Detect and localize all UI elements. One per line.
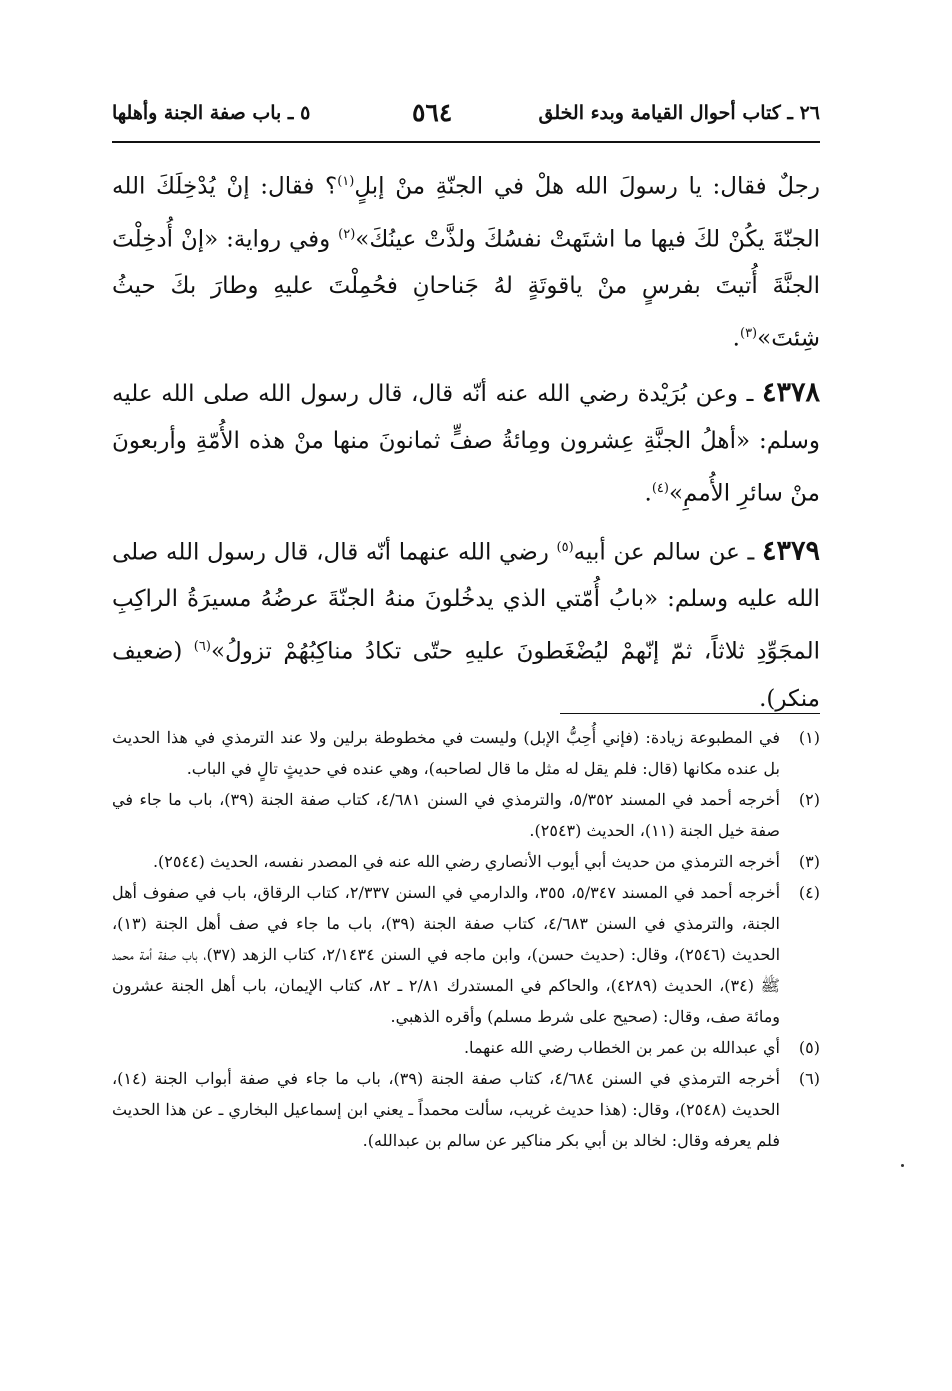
footnote-ref[interactable]: (٢) (338, 226, 356, 242)
footnote-number: (٤) (798, 883, 820, 902)
footnote-text: في المطبوعة زيادة: (فإني أُحِبُّ الإبل) وليست في مخطوطة برلين ولا عند الترمذي في هذا الحديث بل عنده مكانها (قال: فلم يقل له مثل ما قال لصاحبه)، وهي عنده في حديثٍ تالٍ في الباب. (112, 728, 780, 778)
footnote-number: (٢) (798, 790, 820, 809)
footnote-5 (112, 1032, 820, 1063)
footnote-divider (560, 713, 820, 714)
footnote-text: أخرجه الترمذي في السنن ٤/٦٨٤، كتاب صفة الجنة (٣٩)، باب ما جاء في صفة أبواب الجنة (١٤)، الحديث (٢٥٤٨)، وقال: (هذا حديث غريب، سألت محمداً ـ يعني ابن إسماعيل البخاري ـ عن هذا الحديث فلم يعرفه وقال: لخالد بن أبي بكر مناكير عن سالم بن عبدالله). (112, 1069, 780, 1150)
footnote-2 (112, 784, 820, 846)
footnote-number: (١) (798, 728, 820, 747)
hadith-number: ٤٣٧٨ (761, 376, 820, 408)
footnote-ref[interactable]: (٣) (739, 326, 758, 342)
footnote-ref[interactable]: (١) (337, 174, 355, 189)
footnote-text: أخرجه أحمد في المسند ٥/٣٥٢، والترمذي في السنن ٤/٦٨١، كتاب صفة الجنة (٣٩)، باب ما جاء في صفة خيل الجنة (١١)، الحديث (٢٥٤٣). (112, 790, 780, 840)
hadith-4379 (112, 524, 820, 723)
paragraph-text: وفي رواية: «إنْ أُدخِلْتَ الجنَّةَ أُتيتَ بفرسٍ منْ ياقوتَةٍ لهُ جَناحانِ فحُمِلْتَ عليهِ وطارَ بكَ حيثُ شِئتَ» (112, 226, 820, 352)
paragraph-text: ؟ فقال: إنْ يُدْخِلَكَ الله الجنّةَ يكُنْ لكَ فيها ما اشتَهتْ نفسُكَ ولذَّتْ عينُكَ» (112, 173, 820, 253)
page-number: ٥٦٤ (412, 98, 453, 127)
paragraph-text: رضي الله عنهما أنّه قال، قال رسول الله صلى الله عليه وسلم: «بابُ أُمّتي الذي يدخُلونَ منهُ الجنّةَ عرضُهُ مسيرَةُ الراكِبِ المجَوِّدِ ثلاثاً، ثمّ إنّهمْ ليُضْغَطونَ عليهِ حتّى تكادُ مناكِبُهُمْ تزولُ» (112, 539, 820, 665)
header-divider (112, 141, 820, 143)
scan-speck (901, 1164, 904, 1167)
header-section-title: ٥ ـ باب صفة الجنة وأهلها (112, 102, 311, 124)
hadith-4378 (112, 369, 820, 518)
footnote-4 (112, 877, 820, 1032)
hadith-number: ٤٣٧٩ (761, 535, 820, 567)
paragraph-text: ـ وعن بُرَيْدة رضي الله عنه أنّه قال، قال رسول الله صلى الله عليه وسلم: «أهلُ الجنَّةِ عِشرون ومِائةُ صفٍّ ثمانونَ منها منْ هذه الأُمّةِ وأربعونَ منْ سائرِ الأُممِ» (112, 380, 820, 507)
main-text (112, 158, 820, 729)
footnote-ref[interactable]: (٥) (556, 539, 574, 555)
footnote-6 (112, 1063, 820, 1156)
paragraph-continued (112, 158, 820, 363)
footnote-text: أخرجه أحمد في المسند ٥/٣٤٧، ٣٥٥، والدارمي في السنن ٢/٣٣٧، كتاب الرقاق، باب في صفوف أهل الجنة، والترمذي في السنن ٤/٦٨٣، كتاب صفة الجنة (٣٩)، باب ما جاء في صف أهل الجنة (١٣)، الحديث (٢٥٤٦)، وقال: (حديث حسن)، وابن ماجه في السنن ٢/١٤٣٤، كتاب الزهد (٣٧)، باب صفة أمة محمد ﷺ (٣٤)، الحديث (٤٢٨٩)، والحاكم في المستدرك ٢/٨١ ـ ٨٢، كتاب الإيمان، باب أهل الجنة عشرون ومائة صف، وقال: (صحيح على شرط مسلم) وأقره الذهبي. (112, 883, 781, 1026)
footnote-number: (٣) (798, 852, 820, 871)
header-chapter-title: ٢٦ ـ كتاب أحوال القيامة وبدء الخلق (538, 102, 820, 124)
footnote-1 (112, 722, 820, 784)
footnote-3 (112, 846, 820, 877)
paragraph-text: ـ عن سالم عن أبيه (573, 539, 762, 566)
footnote-text: أخرجه الترمذي من حديث أبي أيوب الأنصاري رضي الله عنه في المصدر نفسه، الحديث (٢٥٤٤). (152, 852, 780, 871)
paragraph-text: . (644, 480, 652, 507)
footnote-text: أي عبدالله بن عمر بن الخطاب رضي الله عنهما. (463, 1038, 780, 1057)
footnote-ref[interactable]: (٤) (651, 480, 669, 496)
paragraph-text: رجلٌ فقال: يا رسولَ الله هلْ في الجنّةِ منْ إبلٍ (354, 173, 820, 200)
paragraph-text: . (732, 325, 740, 352)
footnote-ref[interactable]: (٦) (193, 639, 211, 655)
footnote-number: (٦) (798, 1069, 820, 1088)
footnotes (112, 722, 820, 1156)
footnote-number: (٥) (798, 1038, 820, 1057)
running-header (112, 96, 820, 136)
paragraph-text: (ضعيف منكر). (112, 638, 820, 712)
